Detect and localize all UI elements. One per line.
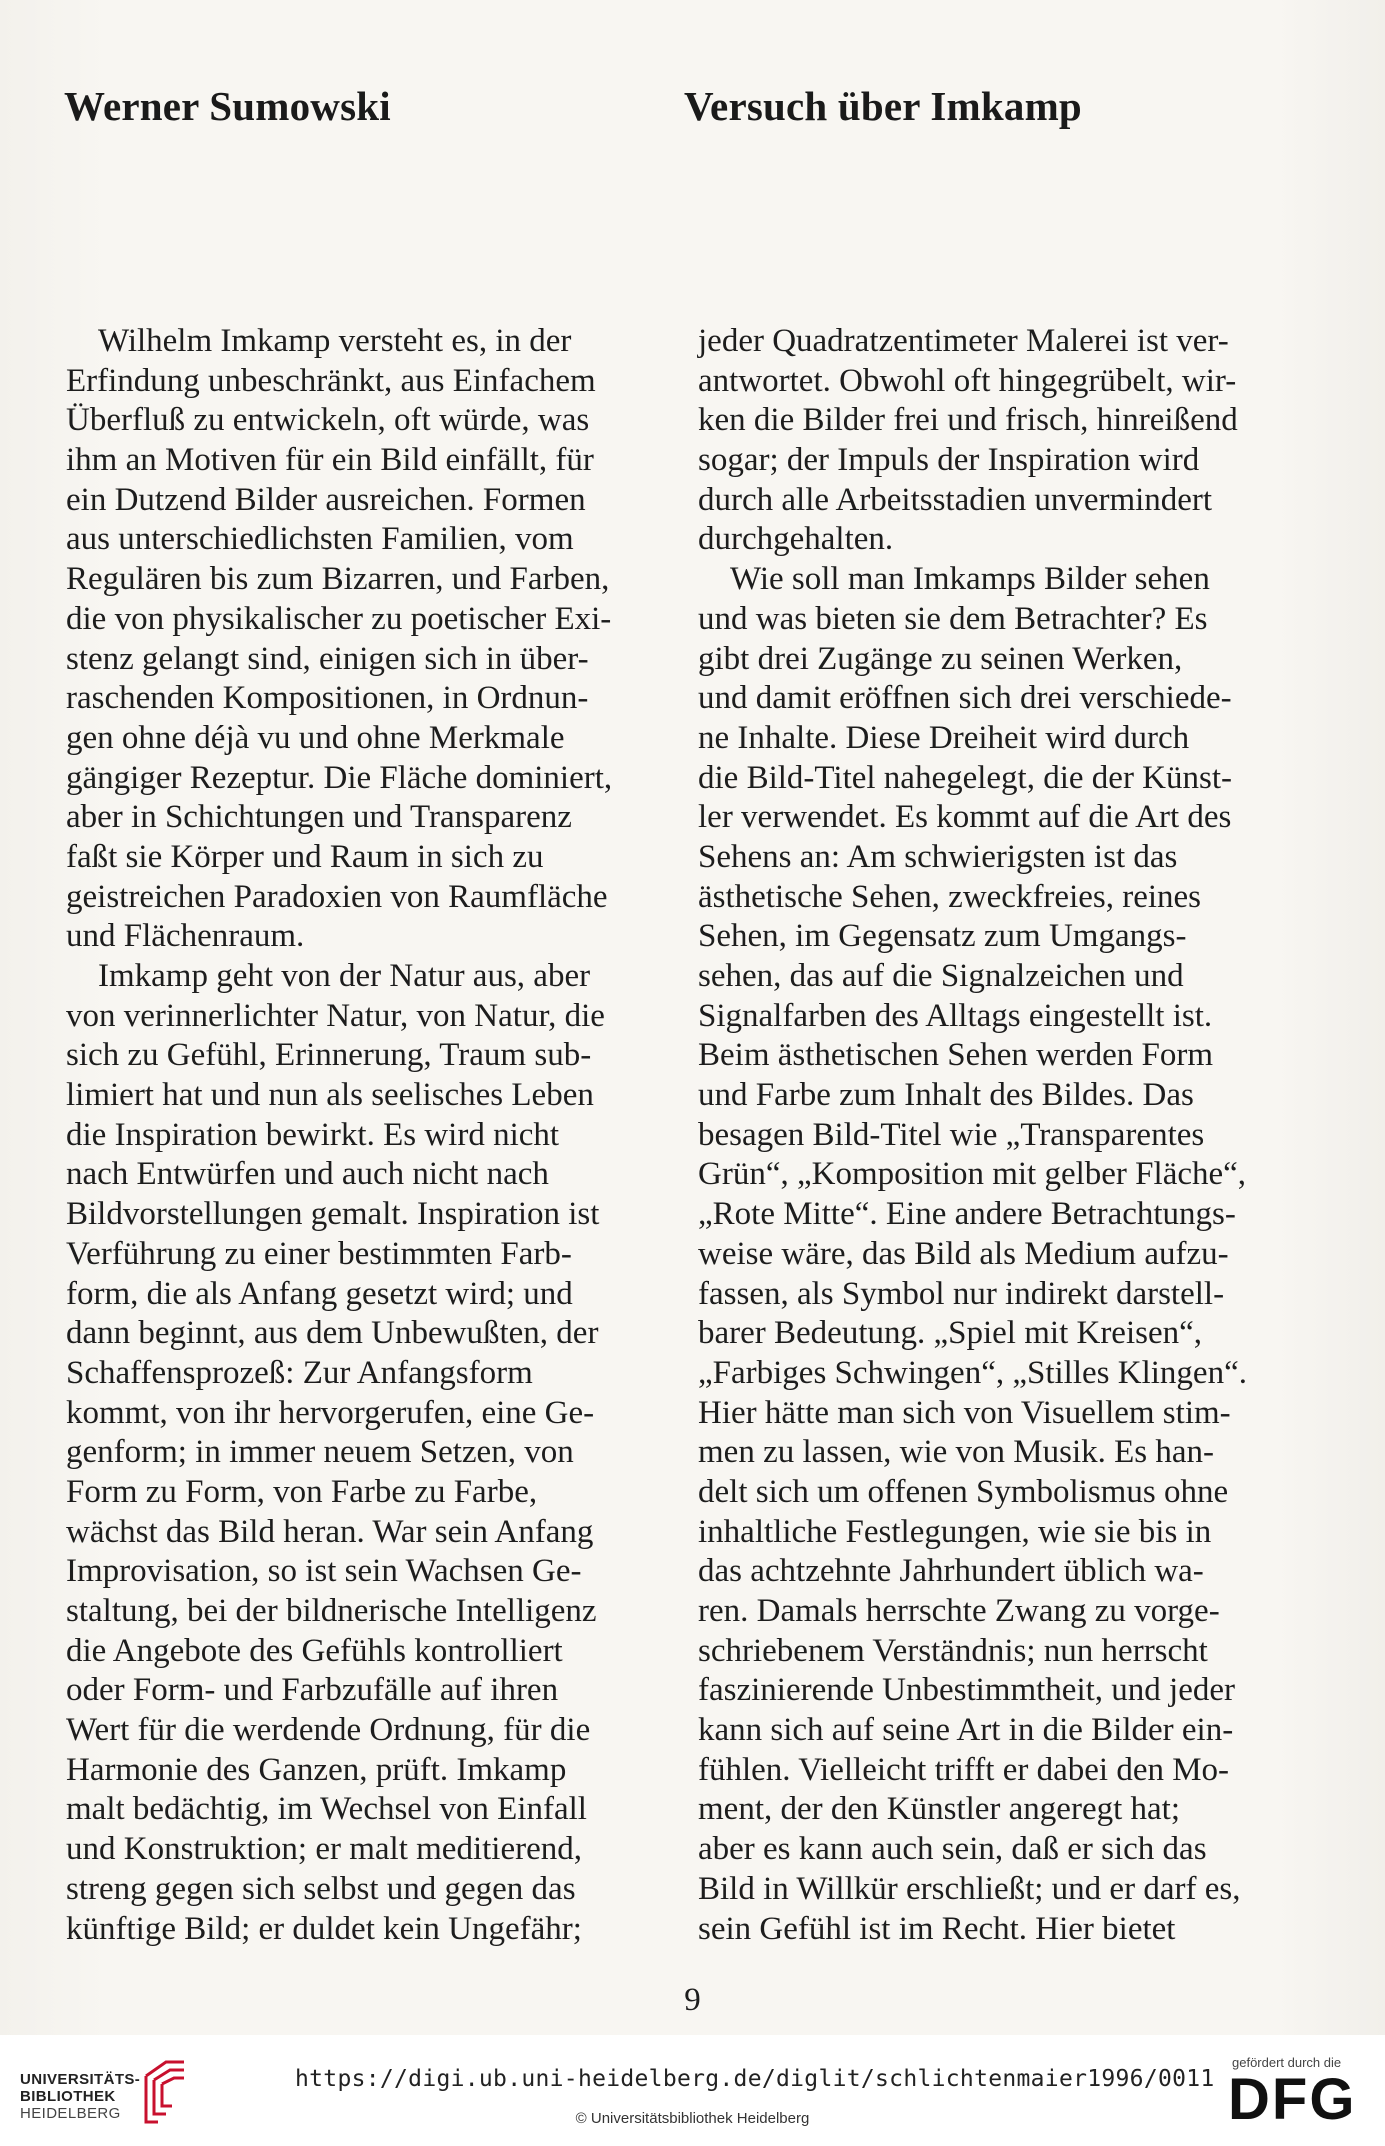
page-number: 9: [684, 1982, 701, 2018]
text-line: die Angebote des Gefühls kontrolliert: [66, 1632, 563, 1669]
text-line: sogar; der Impuls der Inspiration wird: [698, 442, 1200, 479]
text-line: die von physikalischer zu poetischer Exi-: [66, 600, 612, 637]
text-line: ihm an Motiven für ein Bild einfällt, für: [66, 442, 594, 479]
text-line: faszinierende Unbestimmtheit, und jeder: [698, 1672, 1235, 1709]
text-line: Sehens an: Am schwierigsten ist das: [698, 838, 1178, 875]
text-line: Wert für die werdende Ordnung, für die: [66, 1712, 591, 1749]
text-line: Beim ästhetischen Sehen werden Form: [698, 1037, 1214, 1074]
text-line: Hier hätte man sich von Visuellem stim-: [698, 1394, 1231, 1431]
text-line: durchgehalten.: [698, 521, 894, 558]
text-line: raschenden Kompositionen, in Ordnun-: [66, 680, 589, 717]
text-line: limiert hat und nun als seelisches Leben: [66, 1077, 594, 1114]
text-line: malt bedächtig, im Wechsel von Einfall: [66, 1791, 587, 1828]
text-line: kommt, von ihr hervorgerufen, eine Ge-: [66, 1394, 595, 1431]
text-line: und Farbe zum Inhalt des Bildes. Das: [698, 1077, 1194, 1114]
text-line: Bild in Willkür erschließt; und er darf es,: [698, 1870, 1241, 1907]
text-line: ästhetische Sehen, zweckfreies, reines: [698, 878, 1202, 915]
library-name-line-1: UNIVERSITÄTS-: [20, 2071, 141, 2088]
text-line: und Flächenraum.: [66, 918, 305, 955]
text-line: weise wäre, das Bild als Medium aufzu-: [698, 1235, 1229, 1272]
text-line: sich zu Gefühl, Erinnerung, Traum sub-: [66, 1037, 592, 1074]
text-line: Bildvorstellungen gemalt. Inspiration ist: [66, 1196, 600, 1233]
text-line: ler verwendet. Es kommt auf die Art des: [698, 799, 1232, 836]
text-line: ein Dutzend Bilder ausreichen. Formen: [66, 481, 586, 518]
dfg-logo: DFG: [1228, 2067, 1357, 2132]
text-line: Grün“, „Komposition mit gelber Fläche“,: [698, 1156, 1247, 1193]
text-line: genform; in immer neuem Setzen, von: [66, 1434, 574, 1471]
text-line: Wilhelm Imkamp versteht es, in der: [98, 323, 572, 359]
text-line: aber in Schichtungen und Transparenz: [66, 799, 572, 836]
text-line: Harmonie des Ganzen, prüft. Imkamp: [66, 1751, 567, 1788]
text-line: Regulären bis zum Bizarren, und Farben,: [66, 561, 610, 598]
text-line: inhaltliche Festlegungen, wie sie bis in: [698, 1513, 1212, 1550]
text-line: form, die als Anfang gesetzt wird; und: [66, 1275, 573, 1312]
text-line: die Inspiration bewirkt. Es wird nicht: [66, 1116, 560, 1153]
text-line: gen ohne déjà vu und ohne Merkmale: [66, 719, 565, 756]
text-line: ment, der den Künstler angeregt hat;: [698, 1791, 1180, 1828]
text-line: ken die Bilder frei und frisch, hinreißend: [698, 402, 1238, 439]
text-line: sehen, das auf die Signalzeichen und: [698, 958, 1184, 994]
text-line: dann beginnt, aus dem Unbewußten, der: [66, 1315, 599, 1352]
text-line: ren. Damals herrschte Zwang zu vorge-: [698, 1593, 1220, 1629]
text-line: Erfindung unbeschränkt, aus Einfachem: [66, 362, 596, 399]
text-line: „Rote Mitte“. Eine andere Betrachtungs-: [698, 1196, 1236, 1233]
text-line: künftige Bild; er duldet kein Ungefähr;: [66, 1910, 582, 1947]
text-line: antwortet. Obwohl oft hingegrübelt, wir-: [698, 362, 1237, 399]
copyright-notice: © Universitätsbibliothek Heidelberg: [575, 2110, 810, 2127]
text-line: und damit eröffnen sich drei verschiede-: [698, 680, 1232, 717]
text-line: das achtzehnte Jahrhundert üblich wa-: [698, 1553, 1204, 1590]
text-line: faßt sie Körper und Raum in sich zu: [66, 838, 544, 875]
text-line: Improvisation, so ist sein Wachsen Ge-: [66, 1553, 582, 1590]
text-line: Signalfarben des Alltags eingestellt ist.: [698, 997, 1213, 1034]
text-line: Schaffensprozeß: Zur Anfangsform: [66, 1354, 533, 1391]
text-line: aus unterschiedlichsten Familien, vom: [66, 521, 574, 558]
text-line: barer Bedeutung. „Spiel mit Kreisen“,: [698, 1315, 1203, 1352]
text-line: men zu lassen, wie von Musik. Es han-: [698, 1434, 1214, 1471]
text-line: stenz gelangt sind, einigen sich in über-: [66, 640, 589, 677]
text-line: Form zu Form, von Farbe zu Farbe,: [66, 1473, 538, 1510]
text-line: Verführung zu einer bestimmten Farb-: [66, 1235, 572, 1272]
text-line: besagen Bild-Titel wie „Transparentes: [698, 1116, 1205, 1153]
text-line: staltung, bei der bildnerische Intelligenz: [66, 1593, 597, 1629]
text-line: von verinnerlichter Natur, von Natur, die: [66, 997, 605, 1034]
text-line: und Konstruktion; er malt meditierend,: [66, 1831, 582, 1868]
text-line: gibt drei Zugänge zu seinen Werken,: [698, 640, 1183, 677]
text-line: fassen, als Symbol nur indirekt darstell-: [698, 1275, 1225, 1312]
text-line: nach Entwürfen und auch nicht nach: [66, 1156, 549, 1193]
library-name-line-3: HEIDELBERG: [20, 2105, 121, 2122]
text-line: und was bieten sie dem Betrachter? Es: [698, 600, 1208, 637]
text-line: gängiger Rezeptur. Die Fläche dominiert,: [66, 759, 613, 796]
left-text-column: [66, 322, 686, 1949]
text-line: geistreichen Paradoxien von Raumfläche: [66, 878, 608, 915]
text-line: kann sich auf seine Art in die Bilder ein-: [698, 1712, 1234, 1749]
text-line: sein Gefühl ist im Recht. Hier bietet: [698, 1910, 1176, 1947]
text-line: oder Form- und Farbzufälle auf ihren: [66, 1672, 559, 1709]
text-line: jeder Quadratzentimeter Malerei ist ver-: [698, 323, 1229, 359]
title-header: Versuch über Imkamp: [684, 83, 1082, 129]
text-line: ne Inhalte. Diese Dreiheit wird durch: [698, 719, 1190, 756]
permalink-url[interactable]: https://digi.ub.uni-heidelberg.de/diglit/schlichtenmaier1996/0011: [295, 2066, 1215, 2092]
text-line: durch alle Arbeitsstadien unvermindert: [698, 481, 1213, 518]
author-header: Werner Sumowski: [64, 83, 391, 129]
text-line: Imkamp geht von der Natur aus, aber: [98, 958, 591, 994]
text-line: „Farbiges Schwingen“, „Stilles Klingen“.: [698, 1354, 1247, 1391]
text-line: aber es kann auch sein, daß er sich das: [698, 1831, 1207, 1868]
text-line: schriebenem Verständnis; nun herrscht: [698, 1632, 1208, 1669]
text-line: wächst das Bild heran. War sein Anfang: [66, 1513, 594, 1550]
text-line: Sehen, im Gegensatz zum Umgangs-: [698, 918, 1187, 955]
text-line: Wie soll man Imkamps Bilder sehen: [730, 561, 1210, 598]
text-line: die Bild-Titel nahegelegt, die der Künst-: [698, 759, 1233, 796]
text-line: streng gegen sich selbst und gegen das: [66, 1870, 576, 1907]
text-line: fühlen. Vielleicht trifft er dabei den Mo-: [698, 1751, 1230, 1788]
text-line: delt sich um offenen Symbolismus ohne: [698, 1473, 1229, 1510]
right-text-column: [698, 322, 1318, 1949]
library-name-line-2: BIBLIOTHEK: [20, 2088, 116, 2105]
text-line: Überfluß zu entwickeln, oft würde, was: [66, 402, 590, 439]
funding-caption: gefördert durch die: [1232, 2055, 1342, 2070]
